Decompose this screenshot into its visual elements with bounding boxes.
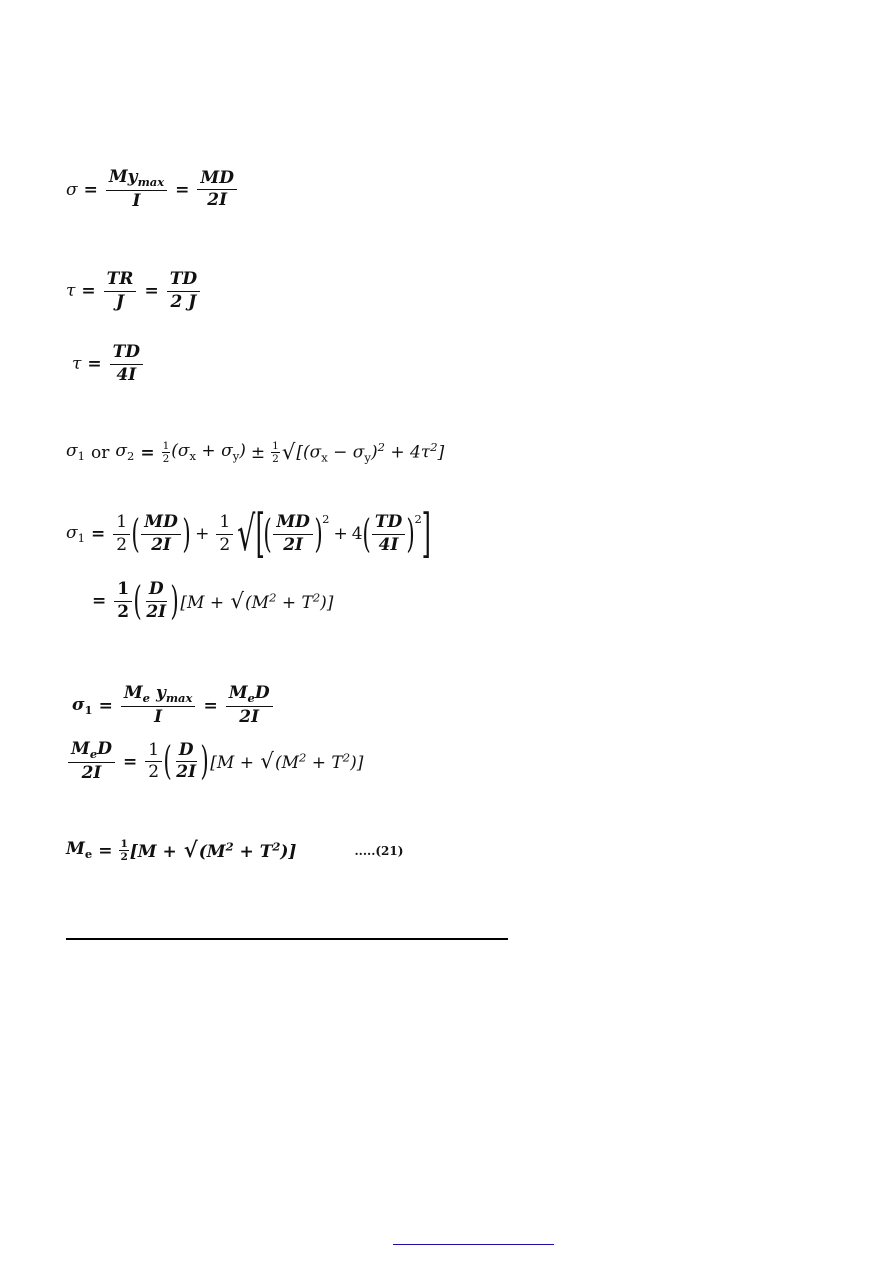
footer-link[interactable]: [393, 1234, 554, 1245]
eq7-fraction-1: $\frac{M_e y_{max}}{I}$: [121, 684, 196, 728]
eq6-fraction: $\frac{D}{2I}$: [146, 579, 167, 622]
eq2-fraction-1: $\frac{TR}{J}$: [104, 270, 137, 312]
equation-principal-stress-simplified: = $\frac{1}{2}$ ( $\frac{D}{2I}$ ) $[M + √(M^2 + T^2)]$: [92, 578, 334, 624]
eq2-lhs: τ: [66, 281, 76, 302]
equation-bending-stress: σ = $\frac{My_{max}}{I}$ = $\frac{MD}{2I}$: [66, 168, 239, 212]
equation-equivalent-bending-moment: $M_e$ = $\frac{1}{2}$ $[M + √(M^2 + T^2)]$ .....(21): [66, 837, 404, 863]
eq4-or: or: [90, 442, 110, 463]
eq1-fraction-2: $\frac{MD}{2I}$: [197, 169, 237, 211]
equation-torsion-shear-1: τ = $\frac{TR}{J}$ = $\frac{TD}{2 J}$: [66, 270, 202, 312]
equation-equivalent-bending-1: $\sigma_1$ = $\frac{M_e y_{max}}{I}$ = $\frac{M_eD}{2I}$: [72, 684, 275, 728]
eq2-fraction-2: $\frac{TD}{2 J}$: [167, 270, 200, 312]
eq5-fraction-td: $\frac{TD}{4I}$: [372, 513, 405, 555]
equation-equivalent-bending-2: $\frac{M_eD}{2I}$ = $\frac{1}{2}$ ( $\frac{D}{2I}$ ) $[M + √(M^2 + T^2)]$: [66, 740, 363, 784]
eq8-fraction-lhs: $\frac{M_eD}{2I}$: [68, 740, 115, 784]
eq1-fraction-1: $\frac{My_{max}}{I}$: [106, 168, 167, 212]
equation-number: .....(21): [354, 843, 404, 858]
equation-principal-stress-general: $\sigma_1$ or $\sigma_2$ = $\frac{1}{2}$ $(\sigma_x + \sigma_y)$ ± $\frac{1}{2}$ √ $[(\sigma_x - \sigma_y)^2 + 4\tau^2]$: [66, 439, 445, 465]
eq3-fraction: $\frac{TD}{4I}$: [110, 343, 143, 385]
eq1-lhs: σ: [66, 179, 78, 200]
eq5-fraction-md: $\frac{MD}{2I}$: [141, 513, 181, 555]
sqrt-sign: √: [237, 506, 256, 562]
eq3-lhs: τ: [72, 354, 82, 375]
equation-principal-stress-sub: $\sigma_1$ = $\frac{1}{2}$ ( $\frac{MD}{2I}$ ) + $\frac{1}{2}$ √ [ ( $\frac{MD}{2I}$ ) 2 + 4 ( $\frac{TD}{4I}$ ) 2 ]: [66, 503, 431, 564]
equation-torsion-shear-2: τ = $\frac{TD}{4I}$: [72, 343, 145, 385]
footnote-divider: [66, 938, 508, 940]
eq7-fraction-2: $\frac{M_eD}{2I}$: [226, 684, 273, 728]
